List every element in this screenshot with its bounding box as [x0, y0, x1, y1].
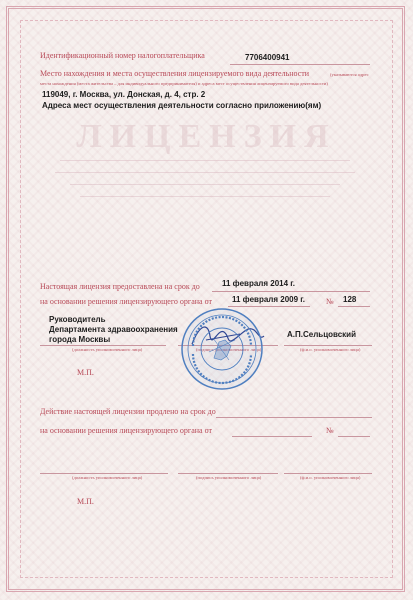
- name-line: [284, 345, 372, 346]
- extension-signature-line: [178, 473, 278, 474]
- decision-date: 11 февраля 2009 г.: [232, 295, 306, 304]
- inn-value: 7706400941: [245, 53, 290, 62]
- stamp-label-1: М.П.: [77, 368, 94, 377]
- extension-position-line: [40, 473, 168, 474]
- extension-caption-name: (ф.и.о. уполномоченного лица): [300, 475, 361, 480]
- inn-label: Идентификационный номер налогоплательщика: [40, 51, 205, 60]
- official-seal-icon: [179, 306, 265, 392]
- term-underline: [212, 291, 370, 292]
- number-underline: [338, 306, 370, 307]
- address-line2: Адреса мест осуществления деятельности согласно приложению(ям): [42, 101, 322, 110]
- signatory-title-2: Департамента здравоохранения: [49, 325, 178, 334]
- watermark-line: [55, 172, 355, 173]
- stamp-label-2: М.П.: [77, 497, 94, 506]
- signatory-name: А.П.Сельцовский: [287, 330, 357, 339]
- decision-number-label: №: [326, 297, 334, 306]
- location-label: Место нахождения и места осуществления лицензируемого вида деятельности: [40, 69, 310, 78]
- watermark-line: [80, 196, 330, 197]
- watermark-line: [70, 184, 340, 185]
- extension-number-underline: [338, 436, 370, 437]
- watermark-line: [60, 160, 350, 161]
- inn-underline: [230, 64, 370, 65]
- location-note-line2: места нахождения (места жительства – для индивидуального предпринимателя) и адреса мест осуществления лицензируемого вида деятельности): [40, 81, 328, 86]
- signatory-title-3: города Москвы: [49, 335, 111, 344]
- address: 119049, г. Москва, ул. Донская, д. 4, стр. 2: [42, 90, 206, 99]
- extension-label: Действие настоящей лицензии продлено на срок до: [40, 407, 216, 416]
- extension-number-label: №: [326, 426, 334, 435]
- term-label: Настоящая лицензия предоставлена на срок до: [40, 282, 200, 291]
- extension-caption-signature: (подпись уполномоченного лица): [196, 475, 262, 480]
- extension-caption-position: (должность уполномоченного лица): [72, 475, 143, 480]
- decision-number: 128: [343, 295, 357, 304]
- extension-name-line: [284, 473, 372, 474]
- location-note: (указываются адрес: [330, 72, 369, 77]
- signatory-title-1: Руководитель: [49, 315, 106, 324]
- watermark-title: ЛИЦЕНЗИЯ: [76, 118, 337, 155]
- extension-underline: [216, 417, 372, 418]
- position-line: [40, 345, 166, 346]
- extension-decision-underline: [232, 436, 312, 437]
- extension-decision-label: на основании решения лицензирующего органа от: [40, 426, 212, 435]
- caption-name: (ф.и.о. уполномоченного лица): [300, 347, 361, 352]
- term-value: 11 февраля 2014 г.: [222, 279, 296, 288]
- caption-position: (должность уполномоченного лица): [72, 347, 143, 352]
- decision-label: на основании решения лицензирующего органа от: [40, 297, 212, 306]
